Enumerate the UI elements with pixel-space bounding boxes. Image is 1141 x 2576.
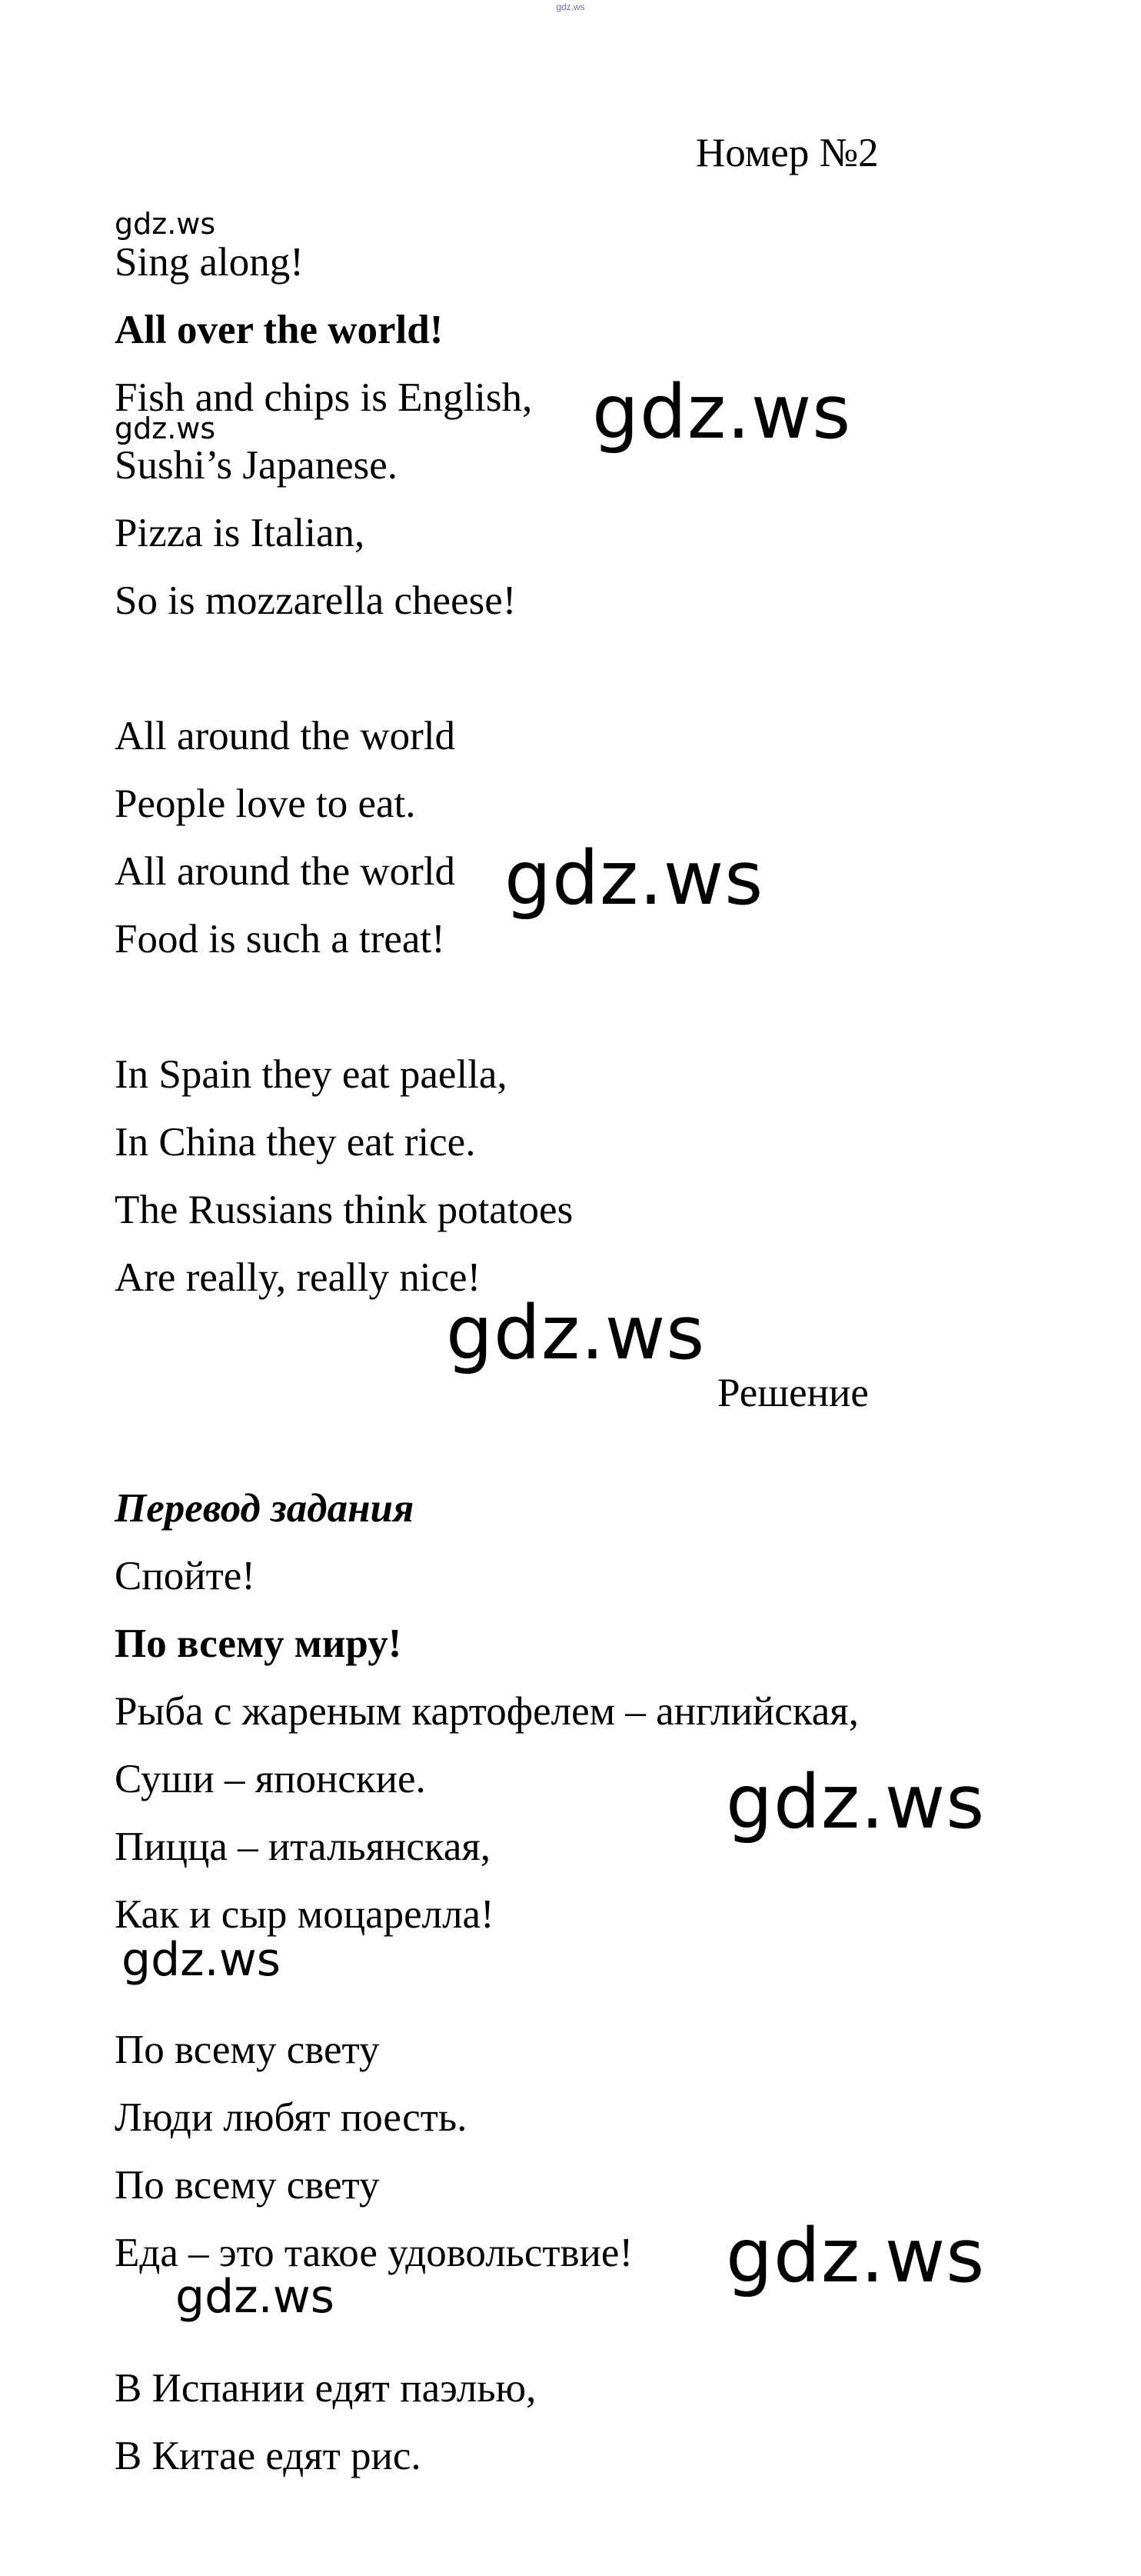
verse-line: So is mozzarella cheese! [115,578,517,623]
verse-line: Are really, really nice! [115,1255,481,1300]
verse-line: People love to eat. [115,781,416,826]
watermark: gdz.ws [504,835,764,921]
translation-instruction: Спойте! [115,1554,255,1598]
verse-line: Food is such a treat! [115,917,445,961]
watermark: gdz.ws [115,207,216,241]
verse-line: All around the world [115,849,456,894]
verse-line: All around the world [115,714,456,758]
translation-line: В Испании едят паэлью, [115,2366,537,2411]
song-title: All over the world! [115,308,444,352]
verse-line: Pizza is Italian, [115,511,365,555]
translation-line: Рыба с жареным картофелем – английская, [115,1689,859,1734]
task-instruction: Sing along! [115,240,304,285]
translation-title: По всему миру! [115,1621,402,1666]
translation-line: По всему свету [115,2163,380,2208]
verse-line: Fish and chips is English, [115,375,533,420]
translation-line: Пицца – итальянская, [115,1825,491,1869]
top-watermark: gdz.ws [556,2,585,12]
watermark: gdz.ws [726,1759,986,1845]
task-number: Номер №2 [696,131,879,175]
solution-label: Решение [717,1371,869,1415]
translation-line: По всему свету [115,2028,380,2072]
watermark: gdz.ws [175,2270,335,2324]
translation-heading: Перевод задания [115,1486,414,1531]
watermark: gdz.ws [121,1933,281,1987]
translation-line: В Китае едят рис. [115,2434,421,2478]
verse-line: Sushi’s Japanese. [115,443,398,488]
verse-line: In China they eat rice. [115,1120,476,1165]
watermark: gdz.ws [115,412,216,445]
verse-line: In Spain they eat paella, [115,1052,507,1097]
watermark: gdz.ws [446,1290,706,1376]
watermark: gdz.ws [592,369,852,455]
translation-line: Еда – это такое удовольствие! [115,2231,634,2275]
translation-line: Люди любят поесть. [115,2095,467,2140]
verse-line: The Russians think potatoes [115,1188,574,1232]
translation-line: Как и сыр моцарелла! [115,1892,494,1937]
translation-line: Суши – японские. [115,1757,426,1801]
watermark: gdz.ws [726,2213,986,2299]
